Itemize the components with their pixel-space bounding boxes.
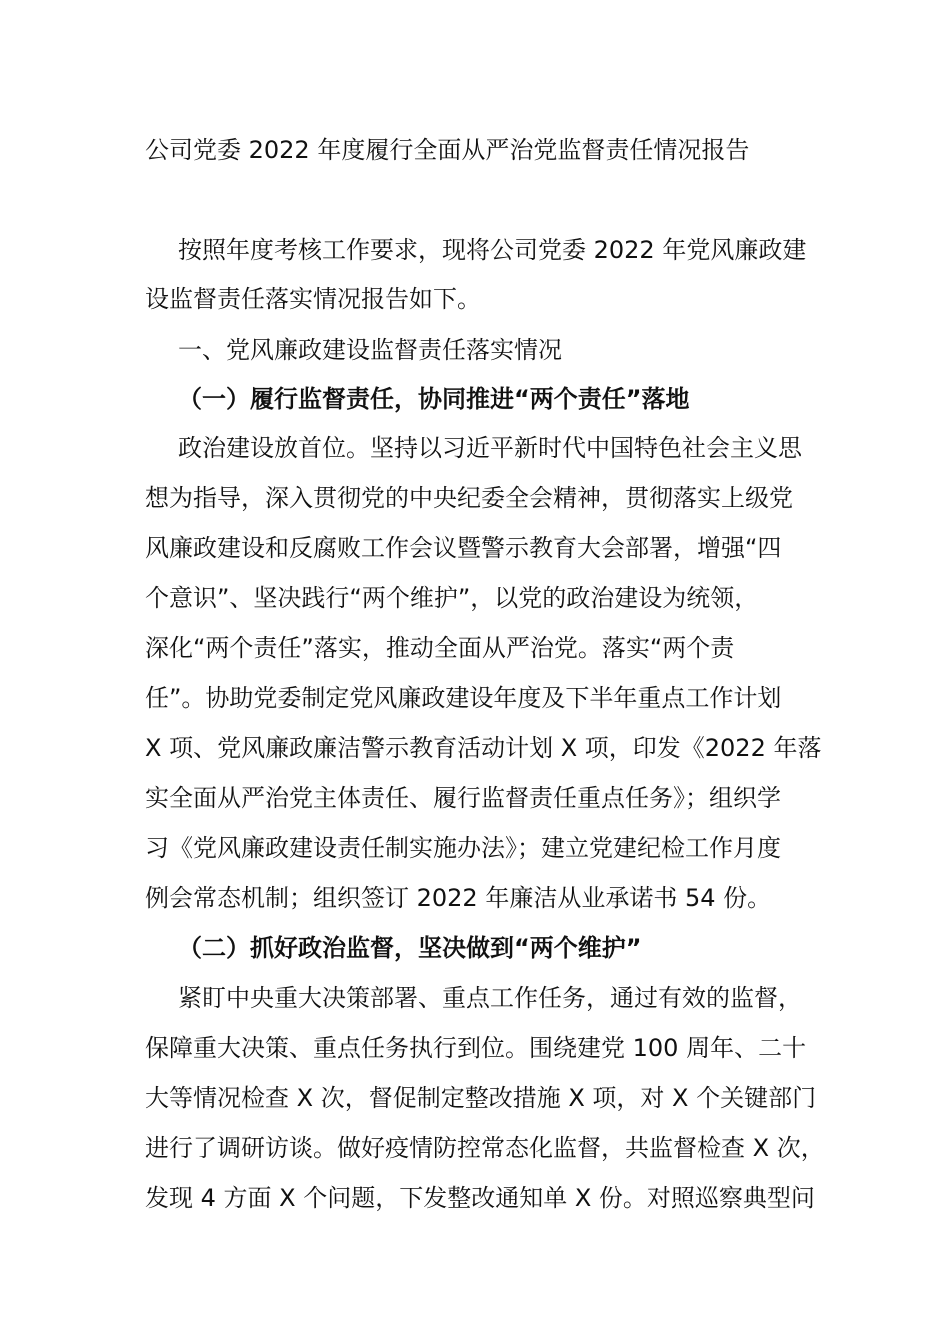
- paragraph-line: 发现 4 方面 X 个问题，下发整改通知单 X 份。对照巡察典型问: [145, 1184, 815, 1212]
- paragraph-line: 想为指导，深入贯彻党的中央纪委全会精神，贯彻落实上级党: [145, 484, 793, 512]
- paragraph-line: 习《党风廉政建设责任制实施办法》；建立党建纪检工作月度: [145, 834, 781, 862]
- paragraph-line: 政治建设放首位。坚持以习近平新时代中国特色社会主义思: [178, 434, 802, 462]
- subsection-heading: （二）抓好政治监督，坚决做到“两个维护”: [178, 934, 642, 962]
- paragraph-line: 任”。协助党委制定党风廉政建设年度及下半年重点工作计划: [145, 684, 782, 712]
- paragraph-line: 设监督责任落实情况报告如下。: [145, 285, 481, 313]
- paragraph-line: X 项、党风廉政廉洁警示教育活动计划 X 项，印发《2022 年落: [145, 734, 822, 762]
- paragraph-line: 保障重大决策、重点任务执行到位。围绕建党 100 周年、二十: [145, 1034, 807, 1062]
- paragraph-line: 按照年度考核工作要求，现将公司党委 2022 年党风廉政建: [178, 236, 807, 264]
- paragraph-line: 实全面从严治党主体责任、履行监督责任重点任务》；组织学: [145, 784, 781, 812]
- paragraph-line: 深化“两个责任”落实，推动全面从严治党。落实“两个责: [145, 634, 735, 662]
- paragraph-line: 紧盯中央重大决策部署、重点工作任务，通过有效的监督，: [178, 984, 802, 1012]
- subsection-heading: （一）履行监督责任，协同推进“两个责任”落地: [178, 385, 690, 413]
- paragraph-line: 进行了调研访谈。做好疫情防控常态化监督，共监督检查 X 次，: [145, 1134, 825, 1162]
- paragraph-line: 大等情况检查 X 次，督促制定整改措施 X 项，对 X 个关键部门: [145, 1084, 817, 1112]
- paragraph-line: 风廉政建设和反腐败工作会议暨警示教育大会部署，增强“四: [145, 534, 782, 562]
- section-heading: 一、党风廉政建设监督责任落实情况: [178, 336, 562, 364]
- paragraph-line: 例会常态机制；组织签订 2022 年廉洁从业承诺书 54 份。: [145, 884, 772, 912]
- document-title: 公司党委 2022 年度履行全面从严治党监督责任情况报告: [145, 136, 750, 164]
- paragraph-line: 个意识”、坚决践行“两个维护”，以党的政治建设为统领，: [145, 584, 759, 612]
